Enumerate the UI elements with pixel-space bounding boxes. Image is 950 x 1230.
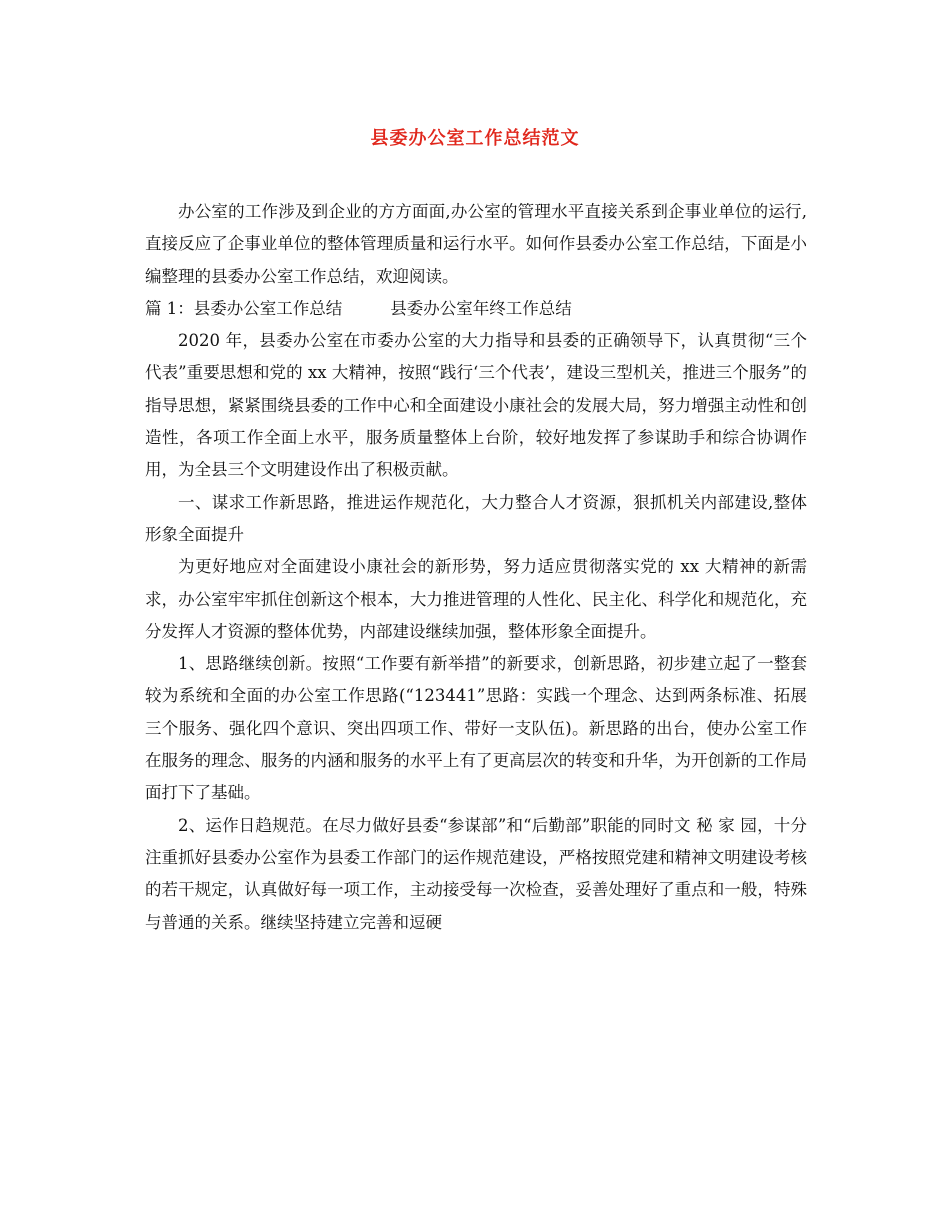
document-title: 县委办公室工作总结范文 <box>370 128 580 149</box>
intro-paragraph: 办公室的工作涉及到企业的方方面面,办公室的管理水平直接关系到企事业单位的运行,直接反应了企事业单位的整体管理质量和运行水平。如何作县委办公室工作总结，下面是小编整理的县委办公室工作总结，欢迎阅读。 <box>145 202 807 286</box>
paragraph-section-one: 为更好地应对全面建设小康社会的新形势，努力适应贯彻落实党的 xx 大精神的新需求，办公室牢牢抓住创新这个根本，大力推进管理的人性化、民主化、科学化和规范化，充分发挥人才资源的整体优势，内部建设继续加强，整体形象全面提升。 <box>145 557 807 641</box>
section-heading-label: 篇 1：县委办公室工作总结 <box>145 298 343 318</box>
paragraph-summary: 2020 年，县委办公室在市委办公室的大力指导和县委的正确领导下，认真贯彻“三个代表”重要思想和党的 xx 大精神，按照“践行‘三个代表’，建设三型机关，推进三个服务”的指导思想，紧紧围绕县委的工作中心和全面建设小康社会的发展大局，努力增强主动性和创造性，各项工作全面上水平，服务质量整体上台阶，较好地发挥了参谋助手和综合协调作用，为全县三个文明建设作出了积极贡献。 <box>145 331 807 480</box>
section-one-heading: 一、谋求工作新思路，推进运作规范化，大力整合人才资源，狠抓机关内部建设,整体形象全面提升 <box>145 492 807 544</box>
paragraph-item-one: 1、思路继续创新。按照“工作要有新举措”的新要求，创新思路，初步建立起了一整套较为系统和全面的办公室工作思路(“123441”思路：实践一个理念、达到两条标准、拓展三个服务、强化四个意识、突出四项工作、带好一支队伍)。新思路的出台，使办公室工作在服务的理念、服务的内涵和服务的水平上有了更高层次的转变和升华，为开创新的工作局面打下了基础。 <box>145 654 807 803</box>
document-body <box>145 196 807 939</box>
paragraph-item-two: 2、运作日趋规范。在尽力做好县委“参谋部”和“后勤部”职能的同时文 秘 家 园，十分注重抓好县委办公室作为县委工作部门的运作规范建设，严格按照党建和精神文明建设考核的若干规定，认真做好每一项工作，主动接受每一次检查，妥善处理好了重点和一般，特殊与普通的关系。继续坚持建立完善和逗硬 <box>145 815 807 932</box>
section-heading-subtitle: 县委办公室年终工作总结 <box>390 298 572 318</box>
section-heading <box>145 293 807 325</box>
